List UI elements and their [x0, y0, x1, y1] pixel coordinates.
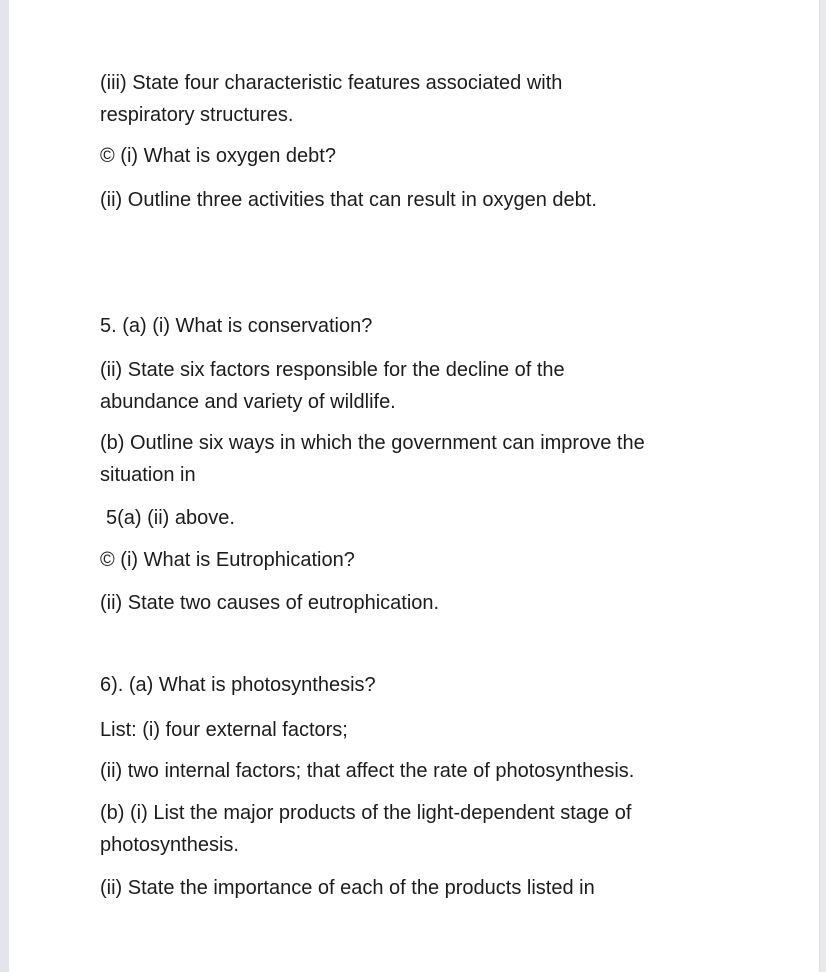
text-line: 5(a) (ii) above.	[106, 507, 235, 529]
text-line: © (i) What is Eutrophication?	[100, 549, 355, 571]
question-oxygen-debt-activities	[100, 184, 740, 216]
text-line: (b) (i) List the major products of the light-dependent stage of	[100, 802, 632, 824]
text-line: abundance and variety of wildlife.	[100, 391, 396, 413]
text-line: (b) Outline six ways in which the government can improve the	[100, 432, 645, 454]
question-oxygen-debt-definition	[100, 140, 740, 172]
text-line: respiratory structures.	[100, 104, 294, 126]
text-line: photosynthesis.	[100, 834, 239, 856]
question-5b-government-improve	[100, 427, 740, 491]
text-line: (ii) State the importance of each of the products listed in	[100, 877, 595, 899]
text-line: situation in	[100, 464, 196, 486]
text-line: (ii) Outline three activities that can result in oxygen debt.	[100, 189, 597, 211]
question-6b-products-importance	[100, 872, 740, 904]
text-line: (iii) State four characteristic features associated with	[100, 72, 563, 94]
question-6b-light-dependent-products	[100, 797, 740, 861]
text-line: List: (i) four external factors;	[100, 719, 348, 741]
question-5a-conservation-definition	[100, 310, 740, 342]
question-6a-internal-factors	[100, 755, 740, 787]
text-line: (ii) two internal factors; that affect the rate of photosynthesis.	[100, 760, 635, 782]
text-line: (ii) State two causes of eutrophication.	[100, 592, 440, 614]
text-line: 5. (a) (i) What is conservation?	[100, 315, 373, 337]
question-5b-reference	[100, 502, 746, 534]
question-6a-external-factors	[100, 714, 740, 746]
text-line: 6). (a) What is photosynthesis?	[100, 674, 376, 696]
question-5c-eutrophication-definition	[100, 544, 740, 576]
question-5c-eutrophication-causes	[100, 587, 740, 619]
text-line: © (i) What is oxygen debt?	[100, 145, 336, 167]
text-line: (ii) State six factors responsible for the decline of the	[100, 359, 565, 381]
question-5a-wildlife-decline	[100, 354, 740, 418]
question-respiratory-features	[100, 67, 740, 131]
question-6a-photosynthesis-definition	[100, 669, 740, 701]
